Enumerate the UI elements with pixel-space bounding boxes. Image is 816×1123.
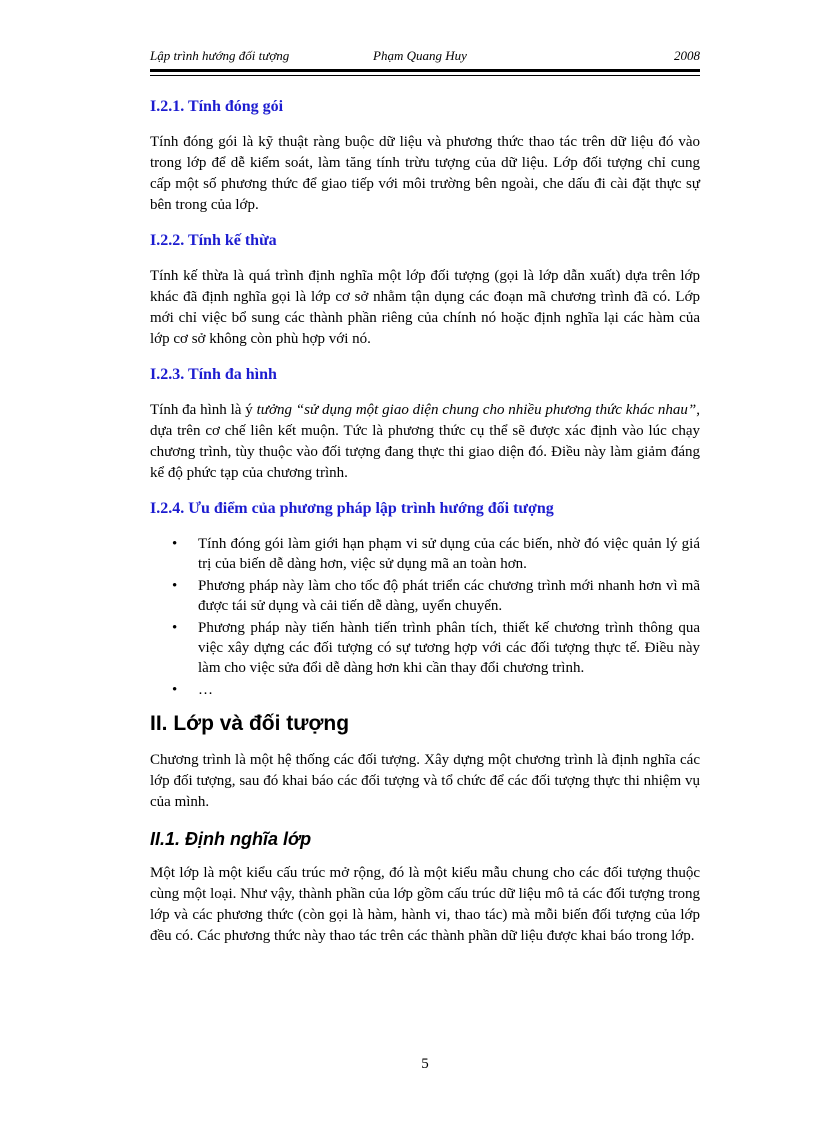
list-item	[150, 576, 700, 616]
running-header	[150, 48, 700, 68]
bullet-icon: •	[172, 682, 178, 698]
paragraph-encapsulation: Tính đóng gói là kỹ thuật ràng buộc dữ liệu và phương thức thao tác trên dữ liệu đó vào trong lớp để dễ kiểm soát, làm tăng tính trừu tượng của dữ liệu. Lớp đối tượng chỉ cung cấp một số phương thức để giao tiếp với môi trường bên ngoài, che dấu đi cài đặt thực sự bên trong của lớp.	[150, 134, 700, 213]
polymorphism-text-prefix: Tính đa hình là ý	[150, 402, 257, 418]
advantages-list	[150, 534, 700, 700]
heading-encapsulation: I.2.1. Tính đóng gói	[150, 98, 284, 115]
page-content	[150, 96, 700, 947]
header-rule-thick	[150, 69, 700, 72]
paragraph-polymorphism	[150, 400, 700, 484]
list-item-text: Tính đóng gói làm giới hạn phạm vi sử dụng của các biến, nhờ đó việc quản lý giá trị của biến dễ dàng hơn, việc sử dụng mã an toàn hơn.	[198, 536, 700, 572]
polymorphism-text-italic: tưởng “sử dụng một giao diện chung cho nhiều phương thức khác nhau”	[256, 402, 697, 418]
header-author: Phạm Quang Huy	[373, 48, 467, 63]
header-rule-thin	[150, 75, 700, 76]
paragraph-class-definition: Một lớp là một kiểu cấu trúc mở rộng, đó là một kiểu mẫu chung cho các đối tượng thuộc cùng một loại. Như vậy, thành phần của lớp gồm cấu trúc dữ liệu mô tả các đối tượng trong lớp và các phương thức (còn gọi là hàm, hành vi, thao tác) mà mỗi biến đối tượng của lớp đều có. Các phương thức này thao tác trên các thành phần dữ liệu được khai báo trong lớp.	[150, 865, 700, 944]
heading-inheritance: I.2.2. Tính kế thừa	[150, 232, 277, 249]
list-item	[150, 534, 700, 574]
paragraph-class-and-object: Chương trình là một hệ thống các đối tượng. Xây dựng một chương trình là định nghĩa các lớp đối tượng, sau đó khai báo các đối tượng và tổ chức để các đối tượng thực thi nhiệm vụ của mình.	[150, 752, 700, 810]
heading-class-and-object: II. Lớp và đối tượng	[150, 712, 350, 735]
list-item-text: …	[198, 682, 213, 698]
list-item	[150, 618, 700, 678]
header-book-title: Lập trình hướng đối tượng	[150, 48, 290, 63]
list-item	[150, 680, 700, 700]
list-item-text: Phương pháp này tiến hành tiến trình phân tích, thiết kế chương trình thông qua việc xây dựng các đối tượng có sự tương hợp với các đối tượng thực tế. Điều này làm cho việc sửa đổi dễ dàng hơn khi cần thay đổi chương trình.	[198, 620, 700, 676]
header-year: 2008	[674, 48, 700, 63]
heading-polymorphism: I.2.3. Tính đa hình	[150, 366, 277, 383]
list-item-text: Phương pháp này làm cho tốc độ phát triển các chương trình mới nhanh hơn vì mã được tái sử dụng và cải tiến dễ dàng, uyển chuyển.	[198, 578, 700, 614]
polymorphism-text-suffix: , dựa trên cơ chế liên kết muộn. Tức là phương thức cụ thể sẽ được xác định vào lúc chạy chương trình, tùy thuộc vào đối tượng đang thực thi giao diện đó. Điều này làm giảm đáng kể độ phức tạp của chương trình.	[150, 402, 701, 481]
heading-oop-advantages: I.2.4. Ưu điểm của phương pháp lập trình hướng đối tượng	[150, 500, 554, 517]
heading-class-definition: II.1. Định nghĩa lớp	[150, 829, 312, 849]
paragraph-inheritance: Tính kế thừa là quá trình định nghĩa một lớp đối tượng (gọi là lớp dẫn xuất) dựa trên lớp khác đã định nghĩa gọi là lớp cơ sở nhằm tận dụng các đoạn mã chương trình đã có. Lớp mới chỉ việc bổ sung các thành phần riêng của chính nó hoặc định nghĩa lại các hàm của lớp cơ sở không còn phù hợp với nó.	[150, 268, 700, 347]
page-number: 5	[421, 1056, 429, 1072]
bullet-icon: •	[172, 620, 178, 636]
bullet-icon: •	[172, 578, 178, 594]
bullet-icon: •	[172, 536, 178, 552]
